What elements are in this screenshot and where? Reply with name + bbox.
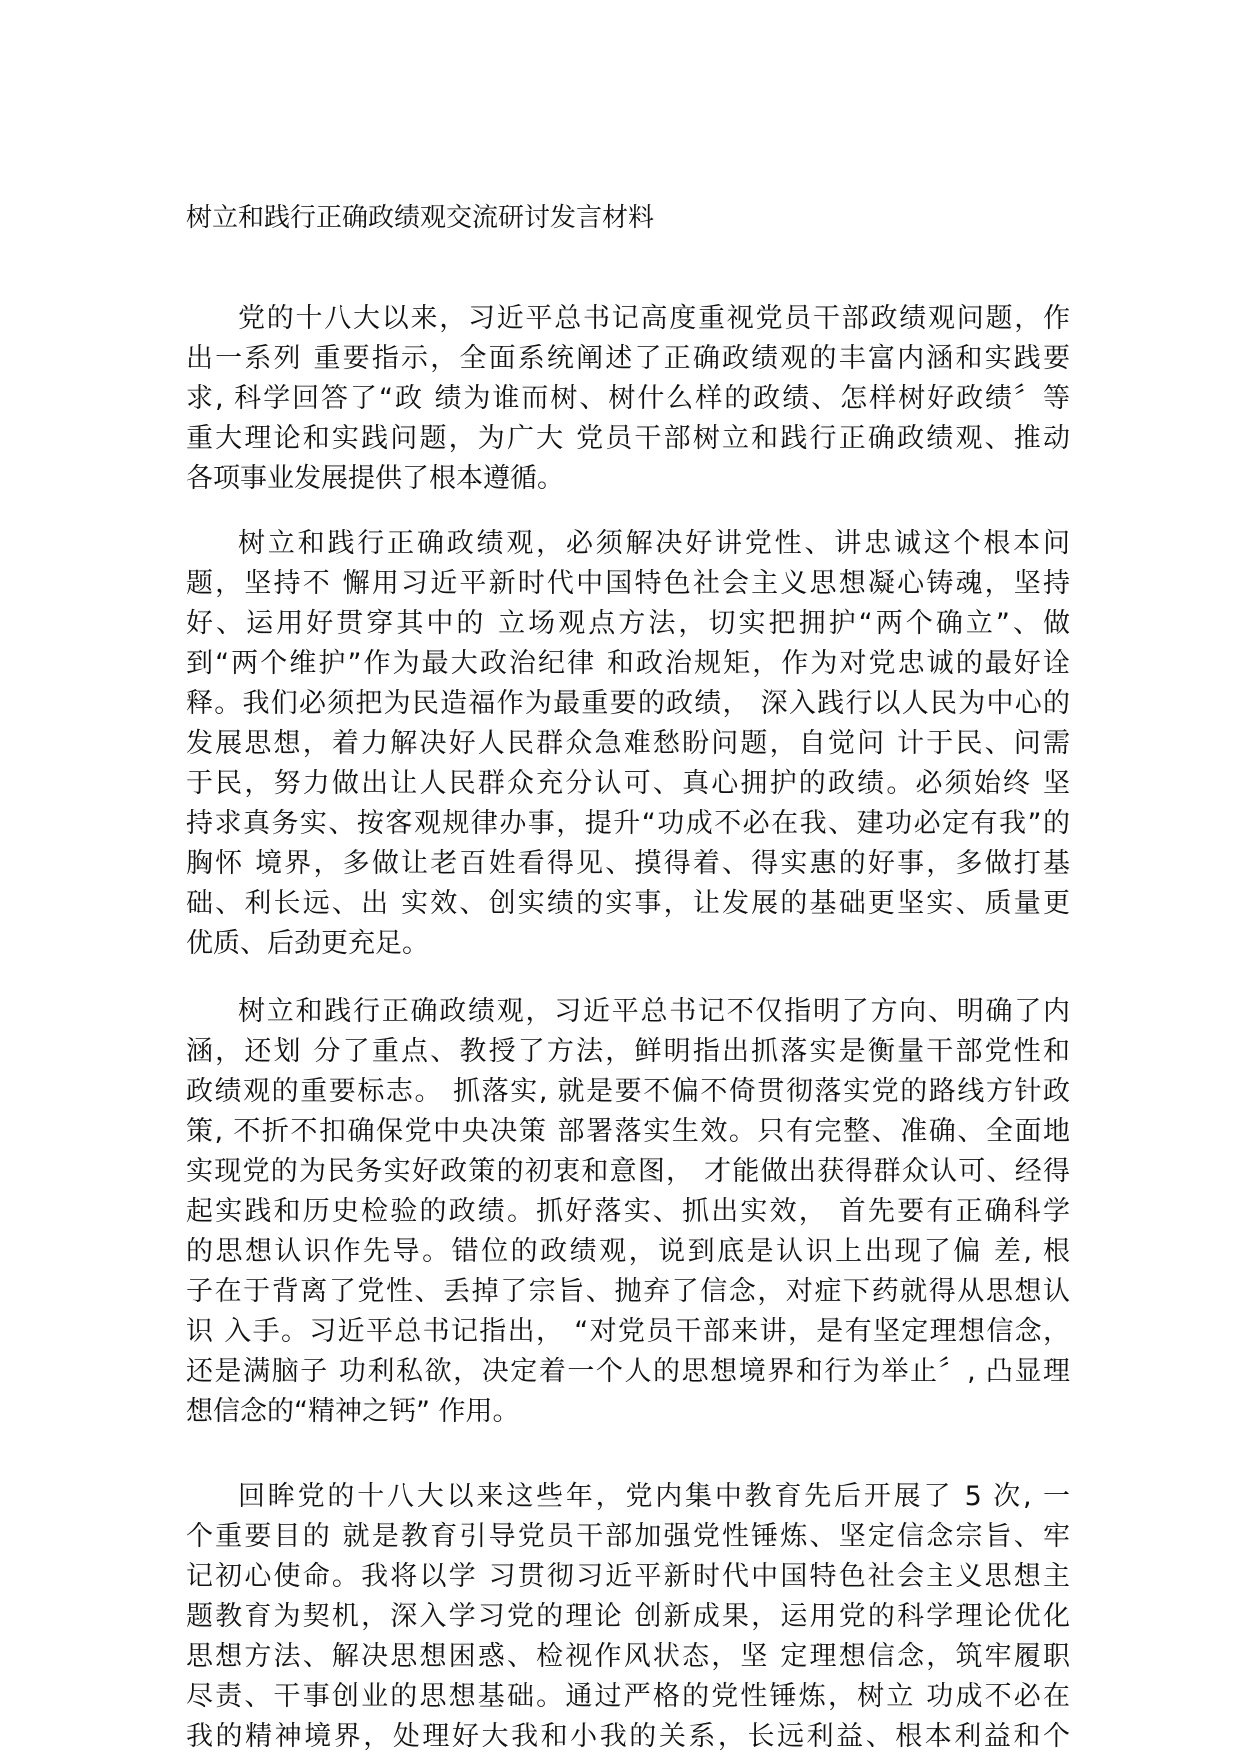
paragraph-line: 还是满脑子 功利私欲，决定着一个人的思想境界和行为举止〞, 凸显理 [186,1356,1070,1387]
paragraph-line: 我的精神境界，处理好大我和小我的关系，长远利益、根本利益和个 [186,1721,1070,1752]
paragraph-line: 尽责、干事创业的思想基础。通过严格的党性锤炼，树立 功成不必在 [186,1681,1070,1712]
paragraph-line: 胸怀 境界，多做让老百姓看得见、摸得着、得实惠的好事，多做打基 [186,848,1070,879]
paragraph-line: 发展思想，着力解决好人民群众急难愁盼问题，自觉问 计于民、问需 [186,728,1070,759]
paragraph-line: 个重要目的 就是教育引导党员干部加强党性锤炼、坚定信念宗旨、牢 [186,1521,1070,1552]
paragraph-line: 优质、后劲更充足。 [186,928,429,959]
paragraph-line: 好、运用好贯穿其中的 立场观点方法，切实把拥护“两个确立”、做 [186,608,1070,639]
paragraph-line: 题，坚持不 懈用习近平新时代中国特色社会主义思想凝心铸魂，坚持 [186,568,1070,599]
paragraph-line: 党的十八大以来，习近平总书记高度重视党员干部政绩观问题，作 [238,303,1070,334]
paragraph-4 [186,1477,1070,1754]
paragraph-line: 回眸党的十八大以来这些年，党内集中教育先后开展了 5 次, 一 [238,1481,1070,1512]
paragraph-line: 政绩观的重要标志。 抓落实, 就是要不偏不倚贯彻落实党的路线方针政 [186,1076,1070,1107]
paragraph-line: 题教育为契机，深入学习党的理论 创新成果，运用党的科学理论优化 [186,1601,1070,1632]
paragraph-line: 实现党的为民务实好政策的初衷和意图， 才能做出获得群众认可、经得 [186,1156,1070,1187]
paragraph-line: 树立和践行正确政绩观，必须解决好讲党性、讲忠诚这个根本问 [238,528,1070,559]
paragraph-line: 想信念的“精神之钙” 作用。 [186,1396,520,1427]
paragraph-line: 树立和践行正确政绩观，习近平总书记不仅指明了方向、明确了内 [238,996,1070,1027]
paragraph-line: 到“两个维护”作为最大政治纪律 和政治规矩，作为对党忠诚的最好诠 [186,648,1070,679]
paragraph-line: 础、利长远、出 实效、创实绩的实事，让发展的基础更坚实、质量更 [186,888,1070,919]
paragraph-line: 记初心使命。我将以学 习贯彻习近平新时代中国特色社会主义思想主 [186,1561,1070,1592]
paragraph-line: 起实践和历史检验的政绩。抓好落实、抓出实效， 首先要有正确科学 [186,1196,1070,1227]
paragraph-line: 重大理论和实践问题，为广大 党员干部树立和践行正确政绩观、推动 [186,423,1070,454]
paragraph-line: 子在于背离了党性、丢掉了宗旨、抛弃了信念，对症下药就得从思想认 [186,1276,1070,1307]
paragraph-line: 的思想认识作先导。错位的政绩观，说到底是认识上出现了偏 差, 根 [186,1236,1070,1267]
paragraph-line: 持求真务实、按客观规律办事，提升“功成不必在我、建功必定有我”的 [186,808,1070,839]
paragraph-line: 涵，还划 分了重点、教授了方法，鲜明指出抓落实是衡量干部党性和 [186,1036,1070,1067]
paragraph-line: 于民，努力做出让人民群众充分认可、真心拥护的政绩。必须始终 坚 [186,768,1070,799]
paragraph-3 [186,992,1070,1432]
paragraph-2 [186,524,1070,964]
paragraph-line: 策, 不折不扣确保党中央决策 部署落实生效。只有完整、准确、全面地 [186,1116,1070,1147]
paragraph-line: 思想方法、解决思想困惑、检视作风状态，坚 定理想信念，筑牢履职 [186,1641,1070,1672]
paragraph-line: 各项事业发展提供了根本遵循。 [186,463,564,494]
paragraph-line: 释。我们必须把为民造福作为最重要的政绩， 深入践行以人民为中心的 [186,688,1070,719]
paragraph-1 [186,299,1070,499]
paragraph-line: 出一系列 重要指示，全面系统阐述了正确政绩观的丰富内涵和实践要 [186,343,1070,374]
paragraph-line: 识 入手。习近平总书记指出， “对党员干部来讲，是有坚定理想信念， [186,1316,1070,1347]
paragraph-line: 求, 科学回答了“政 绩为谁而树、树什么样的政绩、怎样树好政绩〞等 [186,383,1070,414]
document-title: 树立和践行正确政绩观交流研讨发言材料 [186,203,655,233]
